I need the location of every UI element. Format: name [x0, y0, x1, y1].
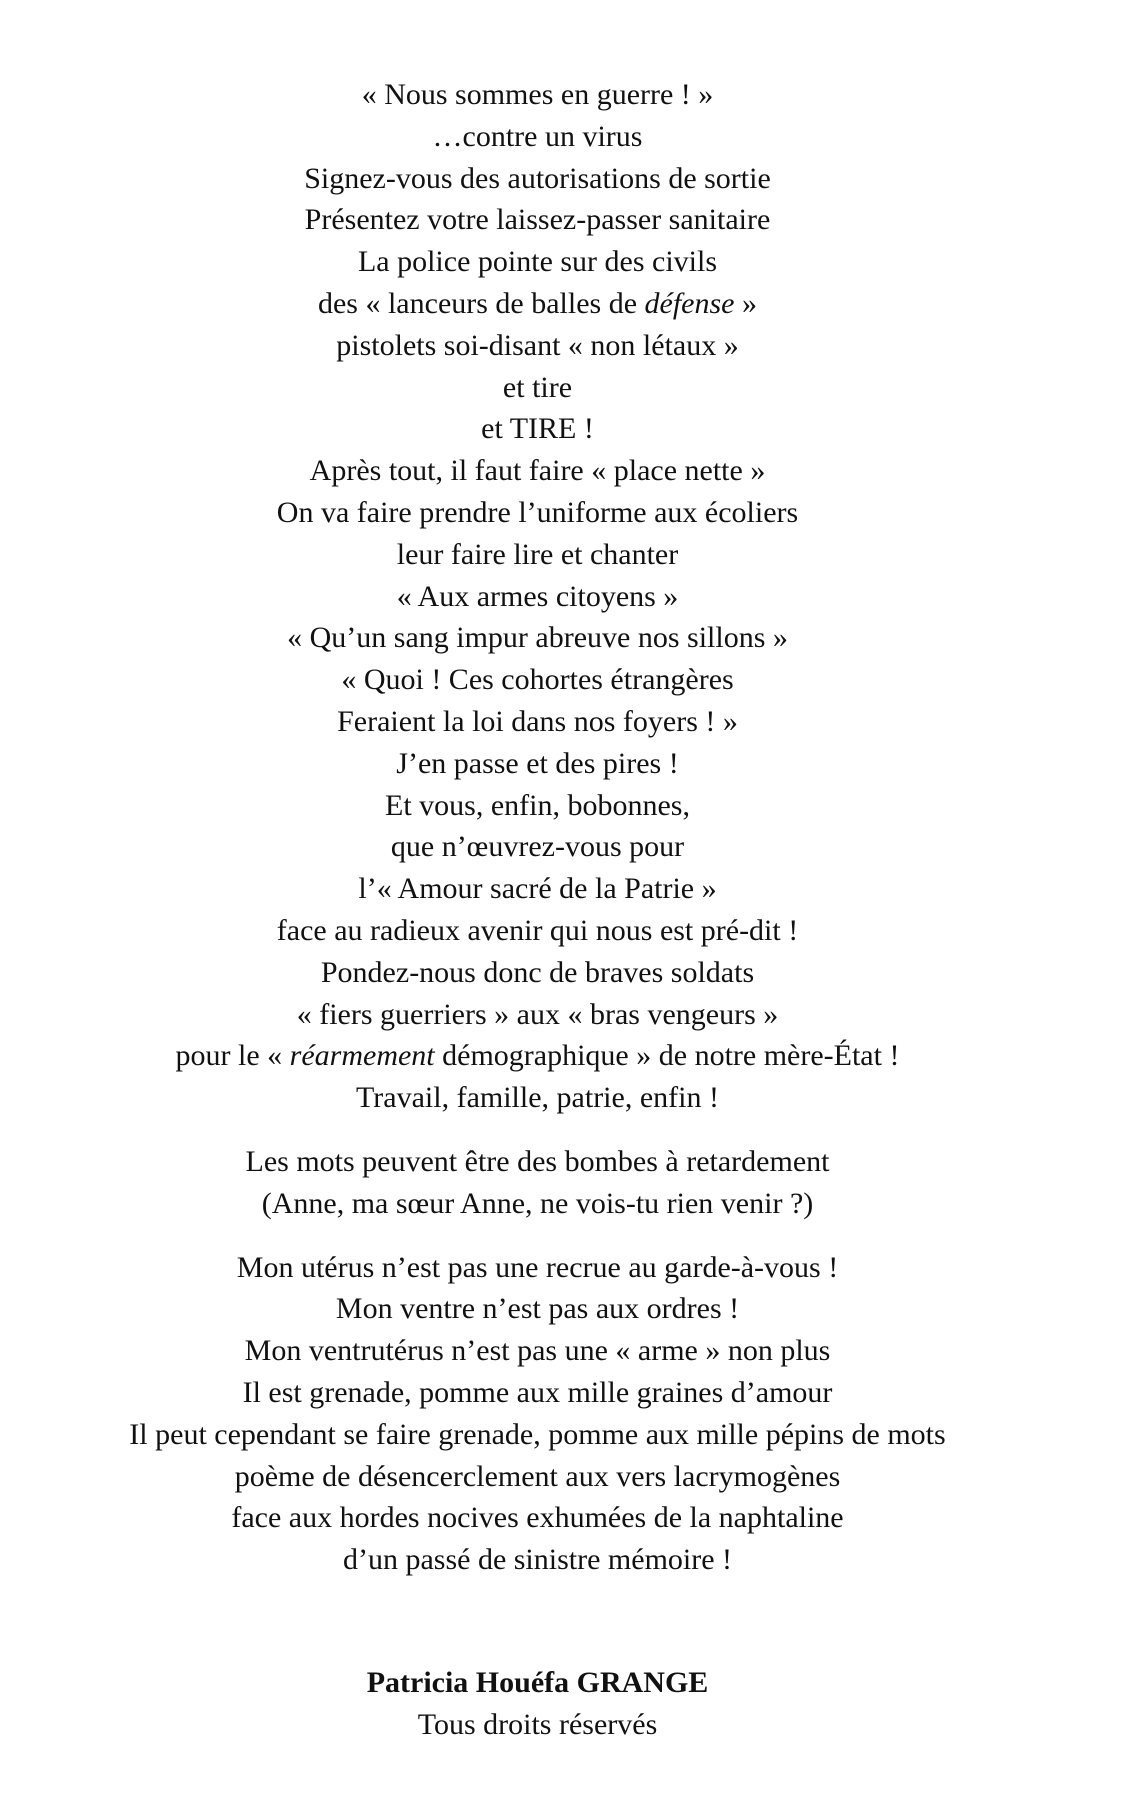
poem-line: leur faire lire et chanter — [396, 537, 679, 571]
poem-line: Il peut cependant se faire grenade, pomme aux mille pépins de mots — [129, 1417, 946, 1451]
poem-line: et tire — [502, 370, 573, 404]
poem-line: J’en passe et des pires ! — [396, 746, 679, 780]
poem-line: La police pointe sur des civils — [357, 245, 718, 279]
italic-word: réarmement — [289, 1039, 435, 1073]
poem-line: Après tout, il faut faire « place nette » — [309, 454, 766, 488]
stanza-2 — [0, 1141, 1075, 1225]
poem-line: d’un passé de sinistre mémoire ! — [342, 1543, 733, 1577]
copyright-notice: Tous droits réservés — [417, 1708, 658, 1741]
poem-line: Mon ventrutérus n’est pas une « arme » non plus — [244, 1334, 831, 1368]
line-text: des « lanceurs de balles de — [317, 286, 645, 320]
line-text: » — [734, 286, 757, 320]
poem-line: et TIRE ! — [481, 412, 594, 446]
poem-line: Feraient la loi dans nos foyers ! » — [337, 704, 738, 738]
stanza-1 — [0, 74, 1075, 1119]
italic-word: défense — [644, 286, 735, 320]
stanza-3 — [0, 1247, 1075, 1581]
poem-line: pistolets soi-disant « non létaux » — [336, 328, 739, 362]
poem-line: Travail, famille, patrie, enfin ! — [356, 1081, 719, 1115]
poem-line: « Aux armes citoyens » — [396, 579, 679, 613]
signature-block — [0, 1662, 1075, 1746]
poem-line: Mon utérus n’est pas une recrue au garde-à-vous ! — [236, 1250, 839, 1284]
poem-line: « fiers guerriers » aux « bras vengeurs » — [296, 997, 779, 1031]
poem-line: On va faire prendre l’uniforme aux écoliers — [276, 495, 799, 529]
poem-line: Présentez votre laissez-passer sanitaire — [304, 203, 771, 237]
poem-line: Et vous, enfin, bobonnes, — [385, 788, 690, 822]
poem-line: Signez-vous des autorisations de sortie — [304, 161, 771, 195]
poem-line: face au radieux avenir qui nous est pré-dit ! — [276, 913, 799, 947]
poem-line-mixed — [0, 1035, 1075, 1077]
poem-line: (Anne, ma sœur Anne, ne vois-tu rien venir ?) — [261, 1186, 814, 1220]
poem-line: face aux hordes nocives exhumées de la naphtaline — [231, 1501, 844, 1535]
poem-line: que n’œuvrez-vous pour — [390, 830, 685, 864]
poem-line: l’« Amour sacré de la Patrie » — [358, 872, 717, 906]
poem-line: …contre un virus — [432, 119, 643, 153]
poem-line: « Nous sommes en guerre ! » — [361, 78, 714, 111]
poem — [0, 74, 1075, 1581]
line-text: démographique » de notre mère-État ! — [434, 1039, 900, 1073]
poem-line: Pondez-nous donc de braves soldats — [320, 955, 755, 989]
poem-line-mixed — [0, 283, 1075, 325]
poem-line: Les mots peuvent être des bombes à retardement — [245, 1144, 830, 1178]
poem-line: « Quoi ! Ces cohortes étrangères — [341, 663, 734, 697]
poem-line: Mon ventre n’est pas aux ordres ! — [335, 1292, 740, 1326]
line-text: pour le « — [175, 1039, 290, 1073]
poem-line: « Qu’un sang impur abreuve nos sillons » — [287, 621, 788, 655]
poem-line: Il est grenade, pomme aux mille graines d’amour — [242, 1375, 833, 1409]
author-name: Patricia Houéfa GRANGE — [366, 1666, 709, 1699]
poem-line: poème de désencerclement aux vers lacrymogènes — [234, 1459, 841, 1493]
